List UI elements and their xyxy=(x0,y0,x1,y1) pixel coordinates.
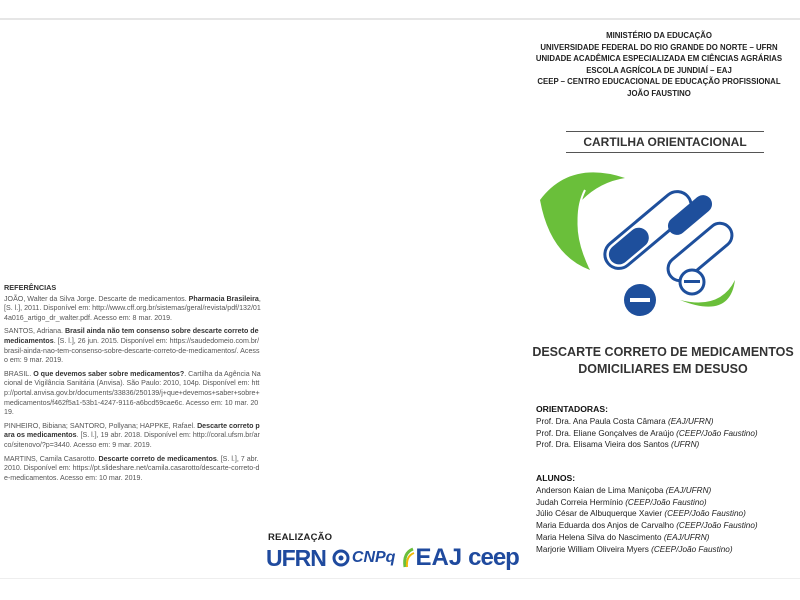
person-institution: (CEEP/João Faustino) xyxy=(664,509,746,519)
person-institution: (EAJ/UFRN) xyxy=(667,416,714,426)
reference-entry xyxy=(4,327,262,365)
ceep-logo: ceep xyxy=(468,544,519,571)
person-name: Marjorie William Oliveira Myers xyxy=(536,544,652,554)
reference-entry xyxy=(4,295,262,324)
pills-leaf-illustration xyxy=(530,160,770,340)
alunos-section xyxy=(536,473,796,556)
aluno-item xyxy=(536,520,796,532)
person-name: Prof. Dra. Eliane Gonçalves de Araújo xyxy=(536,428,677,438)
aluno-item xyxy=(536,508,796,520)
aluno-item xyxy=(536,485,796,497)
reference-entry xyxy=(4,422,262,451)
alunos-list xyxy=(536,485,796,556)
reference-title: Brasil ainda não tem consenso sobre descarte correto de medicamentos xyxy=(4,327,259,345)
orientadora-item xyxy=(536,416,796,428)
reference-details: , [S. l.], 2011. Disponível em: http://www.cff.org.br/sistemas/geral/revista/pdf/132/014a016_artigo_dr_walter.pdf. Acesso em: 8 mar. 2019. xyxy=(4,294,261,322)
reference-details: . [S. l.], 26 jun. 2015. Disponível em: https://saudedomeio.com.br/brasil-ainda-nao-tem-consenso-sobre-descarte-correto-de-medicamentos/. Acesso em: 9 mar. 2019. xyxy=(4,336,260,365)
person-name: Maria Eduarda dos Anjos de Carvalho xyxy=(536,521,677,531)
institution-line: JOÃO FAUSTINO xyxy=(627,88,691,98)
person-institution: (CEEP/João Faustino) xyxy=(625,497,707,507)
title-line-2: DOMICILIARES EM DESUSO xyxy=(578,362,748,376)
institution-header xyxy=(528,30,790,100)
cnpq-logo xyxy=(332,545,396,571)
reference-details: . [S. l.], 19 abr. 2018. Disponível em: http://coral.ufsm.br/arco/sitenovo/?p=3440. Acesso em: 9 mar. 2019. xyxy=(4,431,260,449)
institution-line: ESCOLA AGRÍCOLA DE JUNDIAÍ – EAJ xyxy=(586,65,732,75)
cnpq-logo-text: CNPq xyxy=(351,549,396,566)
person-institution: (UFRN) xyxy=(671,440,700,450)
person-institution: (CEEP/João Faustino) xyxy=(651,544,733,554)
pill-tablet-icon xyxy=(624,284,656,316)
title-line-1: DESCARTE CORRETO DE MEDICAMENTOS xyxy=(532,345,794,359)
reference-title: Pharmacia Brasileira xyxy=(188,294,259,303)
person-name: Maria Helena Silva do Nascimento xyxy=(536,532,664,542)
institution-line: MINISTÉRIO DA EDUCAÇÃO xyxy=(606,31,712,40)
institution-line: UNIVERSIDADE FEDERAL DO RIO GRANDE DO NORTE – UFRN xyxy=(540,42,778,52)
references-panel xyxy=(4,283,262,487)
reference-authors: BRASIL. xyxy=(4,369,34,378)
person-name: Prof. Dra. Elisama Vieira dos Santos xyxy=(536,440,672,450)
booklet-title xyxy=(528,344,798,378)
aluno-item xyxy=(536,497,796,509)
aluno-item xyxy=(536,544,796,556)
reference-title: O que devemos saber sobre medicamentos? xyxy=(33,369,185,378)
person-institution: (EAJ/UFRN) xyxy=(665,485,712,495)
orientadoras-list xyxy=(536,416,796,451)
booklet-subtitle: CARTILHA ORIENTACIONAL xyxy=(566,131,764,153)
bottom-divider xyxy=(0,578,800,579)
eaj-logo-text: EAJ xyxy=(415,544,463,571)
orientadora-item xyxy=(536,439,796,451)
person-institution: (EAJ/UFRN) xyxy=(663,532,710,542)
person-name: Prof. Dra. Ana Paula Costa Câmara xyxy=(536,416,668,426)
alunos-heading: ALUNOS: xyxy=(536,473,576,483)
eaj-leaf-icon xyxy=(401,547,415,569)
reference-authors: PINHEIRO, Bibiana; SANTORO, Pollyana; HAPPKE, Rafael. xyxy=(4,421,198,430)
reference-details: . [S. l.], 7 abr. 2010. Disponível em: https://pt.slideshare.net/camila.casarotto/descarte-correto-de-medicamentos. Acesso em: 10 mar. 2019. xyxy=(4,454,260,482)
person-institution: (CEEP/João Faustino) xyxy=(676,428,758,438)
reference-title: Descarte correto de medicamentos xyxy=(98,454,217,463)
reference-authors: MARTINS, Camila Casarotto. xyxy=(4,454,99,463)
person-name: Judah Correia Hermínio xyxy=(536,497,626,507)
reference-authors: SANTOS, Adriana. xyxy=(4,327,65,336)
reference-entry xyxy=(4,370,262,418)
realizacao-label: REALIZAÇÃO xyxy=(268,532,333,543)
institution-line: CEEP – CENTRO EDUCACIONAL DE EDUCAÇÃO PROFISSIONAL xyxy=(537,77,781,87)
person-name: Anderson Kaian de Lima Maniçoba xyxy=(536,485,666,495)
ufrn-logo: UFRN xyxy=(266,545,326,571)
aluno-item xyxy=(536,532,796,544)
orientadoras-section xyxy=(536,404,796,451)
person-institution: (CEEP/João Faustino) xyxy=(676,521,758,531)
reference-title: Descarte correto para os medicamentos xyxy=(4,421,260,440)
cnpq-mark-icon xyxy=(332,549,350,567)
person-name: Júlio César de Albuquerque Xavier xyxy=(536,509,665,519)
references-list xyxy=(4,295,262,484)
reference-authors: JOÃO, Walter da Silva Jorge. Descarte de medicamentos. xyxy=(4,294,189,303)
institution-line: UNIDADE ACADÊMICA ESPECIALIZADA EM CIÊNCIAS AGRÁRIAS xyxy=(535,54,783,64)
orientadoras-heading: ORIENTADORAS: xyxy=(536,404,608,414)
pill-tablet-icon xyxy=(680,270,704,294)
references-heading: REFERÊNCIAS xyxy=(4,283,57,292)
reference-entry xyxy=(4,455,262,484)
top-divider xyxy=(0,18,800,20)
reference-details: . Cartilha da Agência Nacional de Vigilância Sanitária (Anvisa). São Paulo: 2010, 104p. Disponível em: http://portal.anvisa.gov.br/documents/33836/250139/j+que+devemos+saber+sobre+medicamentos/f462f5a1-53b1-4247-9116-a6bcd59cae6c. Acesso em: 10 mar. 2019. xyxy=(4,369,261,417)
eaj-logo xyxy=(401,545,462,571)
orientadora-item xyxy=(536,428,796,440)
sponsor-logos xyxy=(266,543,528,573)
